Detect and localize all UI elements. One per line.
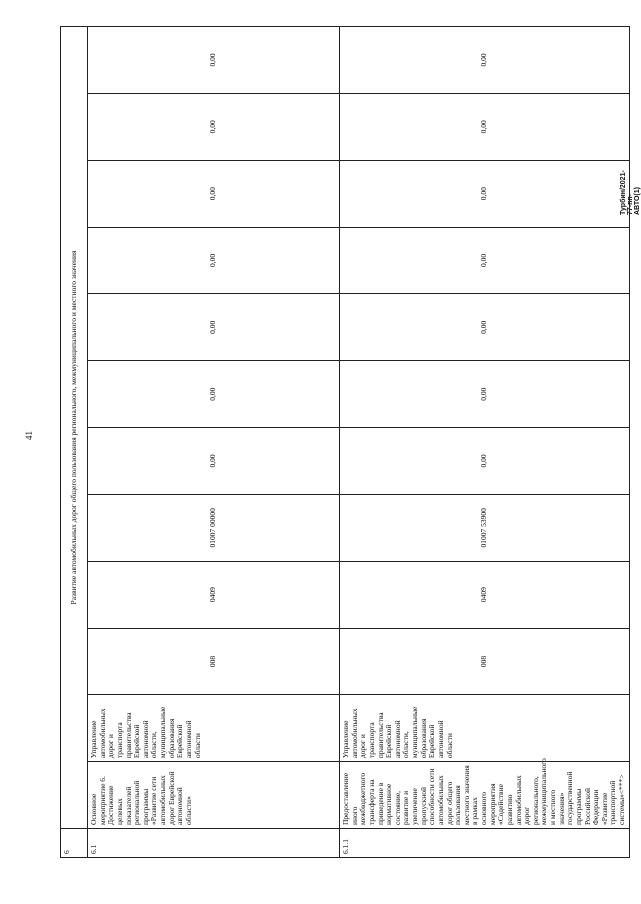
table-row (88, 27, 340, 858)
funding-value: 0,00 (340, 428, 630, 495)
funding-value: 0,00 (88, 361, 340, 428)
grbs-code: 008 (340, 628, 630, 695)
grbs-code: 008 (88, 628, 340, 695)
funding-value: 0,00 (88, 428, 340, 495)
section-number: 6 (61, 829, 88, 858)
executor: Управление автомобильных дорог и транспорта правительства Еврейской автономной области, муниципальные образования Еврейской автономной области (88, 695, 340, 762)
funding-value: 0,00 (88, 93, 340, 160)
funding-value: 0,00 (340, 361, 630, 428)
row-number: 6.1.1 (340, 829, 630, 858)
rzpr-code: 0409 (88, 561, 340, 628)
section-row (61, 27, 88, 858)
executor: Управление автомобильных дорог и транспорта правительства Еврейской автономной области, муниципальные образования Еврейской автономной области (340, 695, 630, 762)
funding-value: 0,00 (340, 227, 630, 294)
csr-code: 01007 00000 (88, 494, 340, 561)
csr-code: 01007 53900 (340, 494, 630, 561)
funding-value: 0,00 (88, 294, 340, 361)
page-number: 41 (24, 431, 34, 440)
program-table-wrapper (60, 26, 626, 858)
table-row (340, 27, 630, 858)
section-title: Развитие автомобильных дорог общего пользования регионального, межмуниципального и местного значения (61, 27, 88, 829)
program-table (60, 26, 630, 858)
funding-value: 0,00 (340, 294, 630, 361)
funding-value: 0,00 (340, 27, 630, 94)
funding-value: 0,00 (88, 160, 340, 227)
measure-name: Предоставление иного межбюджетного трансферта на приведение в нормативное состояние, развитие и увеличение пропускной способности сети автомобильных дорог общего пользования местного значения в рамках основного мероприятия «Содействие развитию автомобильных дорог регионального, межмуниципального и местного значения» государственной программы Российской Федерации «Развитие транспортной системы»<***> (340, 762, 630, 829)
document-code: Турбин/2021-77-пп-АВТО(1) (620, 170, 641, 215)
funding-value: 0,00 (88, 27, 340, 94)
funding-value: 0,00 (340, 93, 630, 160)
row-number: 6.1 (88, 829, 340, 858)
funding-value: 0,00 (88, 227, 340, 294)
rzpr-code: 0409 (340, 561, 630, 628)
funding-value: 0,00 (340, 160, 630, 227)
measure-name: Основное мероприятие 6. Достижение целевых показателей региональной программы «Развитие сети автомобильных дорог Еврейской автономной области» (88, 762, 340, 829)
